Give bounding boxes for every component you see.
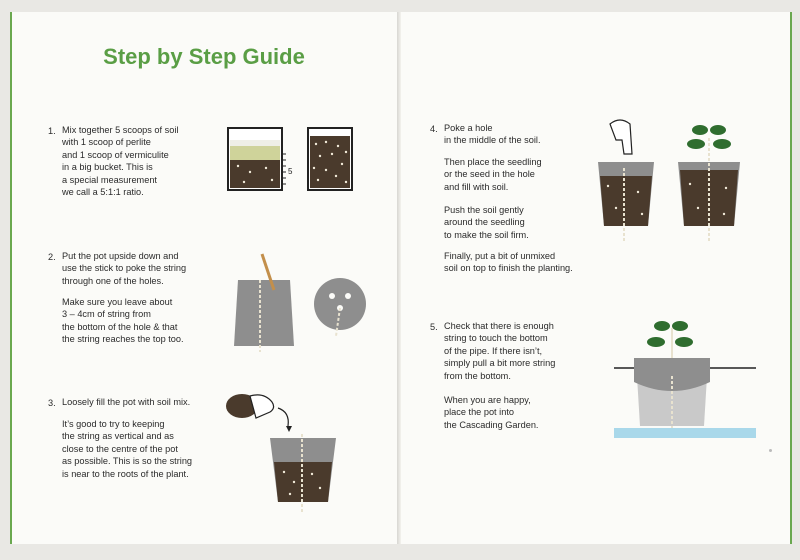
margin-dot bbox=[769, 449, 772, 452]
step-2-text-a: Put the pot upside down and use the stick to poke the string through one of the holes. bbox=[62, 251, 187, 286]
step-3-illustration bbox=[220, 384, 350, 524]
page-title: Step by Step Guide bbox=[103, 44, 305, 69]
step-4-text-d: Finally, put a bit of unmixed soil on top to finish the planting. bbox=[444, 251, 573, 274]
step-2-text-b: Make sure you leave about 3 – 4cm of string from the bottom of the hole & that the string reaches the top too. bbox=[62, 297, 184, 345]
step-4-number: 4. bbox=[430, 124, 438, 134]
step-1-number: 1. bbox=[48, 126, 56, 136]
right-page bbox=[400, 12, 792, 544]
step-4-illustration bbox=[594, 118, 764, 248]
step-4-text-c: Push the soil gently around the seedling to make the soil firm. bbox=[444, 205, 529, 240]
step-5-text-a: Check that there is enough string to touch the bottom of the pipe. If there isn’t, simply pull a bit more string from the bottom. bbox=[444, 321, 556, 381]
step-1-text: Mix together 5 scoops of soil with 1 scoop of perlite and 1 scoop of vermiculite in a big bucket. This is a special measurement we call a 5:1:1 ratio. bbox=[62, 125, 179, 198]
step-3-text-b: It’s good to try to keeping the string as vertical and as close to the centre of the pot as possible. This is so the string is near to the roots of the plant. bbox=[62, 419, 193, 479]
step-4-text-a: Poke a hole in the middle of the soil. bbox=[444, 123, 541, 146]
ratio-label: 5 bbox=[288, 167, 293, 176]
step-2-number: 2. bbox=[48, 252, 56, 262]
step-3-text-a: Loosely fill the pot with soil mix. bbox=[62, 397, 191, 407]
step-4-text-b: Then place the seedling or the seed in the hole and fill with soil. bbox=[444, 157, 542, 192]
step-5-number: 5. bbox=[430, 322, 438, 332]
step-3-number: 3. bbox=[48, 398, 56, 408]
step-2-illustration bbox=[228, 246, 368, 356]
step-1-illustration bbox=[222, 124, 352, 194]
book-fold bbox=[397, 12, 401, 544]
step-5-illustration bbox=[610, 316, 760, 446]
step-5-text-b: When you are happy, place the pot into the Cascading Garden. bbox=[444, 395, 539, 430]
